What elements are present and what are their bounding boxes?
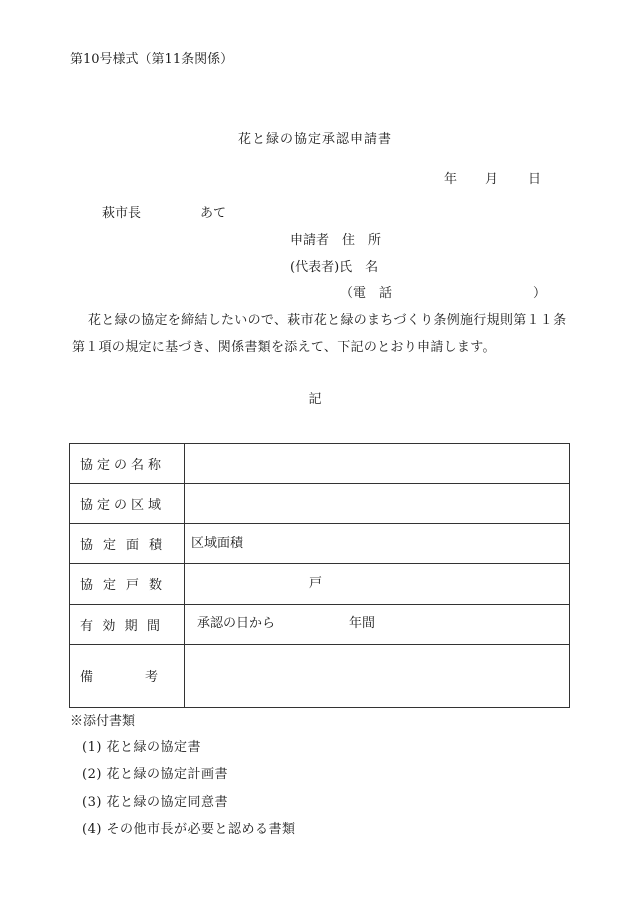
attachment-item: (2) 花と緑の協定計画書 — [82, 767, 229, 782]
validity-period-from: 承認の日から — [197, 616, 276, 632]
table-row-remarks — [70, 644, 570, 707]
households-label-char: 数 — [148, 578, 162, 594]
households-value[interactable] — [185, 564, 570, 604]
households-unit: 戸 — [309, 575, 323, 591]
agreement-area-label: 協定の区域 — [70, 484, 185, 524]
validity-period-label — [70, 604, 185, 644]
remarks-value[interactable] — [185, 644, 570, 707]
agreement-name-label: 協定の名称 — [70, 444, 185, 484]
date-day-label: 日 — [528, 172, 542, 187]
table-row-agreement-size — [70, 524, 570, 564]
attachment-item: (4) その他市長が必要と認める書類 — [82, 822, 296, 837]
applicant-phone-label: （電 話 — [340, 286, 393, 301]
applicant-phone-close: ） — [533, 286, 547, 301]
remarks-label — [70, 644, 185, 707]
form-number: 第10号様式（第11条関係） — [70, 52, 234, 67]
addressee-suffix: あて — [200, 206, 227, 221]
date-year-label: 年 — [444, 172, 458, 187]
agreement-size-label-char: 定 — [102, 538, 116, 554]
table-row-agreement-name — [70, 444, 570, 484]
table-row-agreement-area — [70, 484, 570, 524]
document-title: 花と緑の協定承認申請書 — [237, 132, 392, 147]
applicant-name-label: (代表者)氏 名 — [290, 260, 379, 275]
households-label — [70, 564, 185, 604]
agreement-size-label-char: 協 — [80, 538, 94, 554]
households-label-char: 戸 — [125, 578, 139, 594]
validity-period-label-char: 有 — [80, 618, 94, 634]
remarks-label-char: 考 — [144, 670, 158, 686]
table-row-households — [70, 564, 570, 604]
attachment-item: (1) 花と緑の協定書 — [82, 740, 202, 755]
validity-period-value[interactable] — [185, 604, 570, 644]
ki-heading: 記 — [308, 392, 322, 407]
agreement-size-label-char: 積 — [148, 538, 162, 554]
agreement-size-label-char: 面 — [125, 538, 139, 554]
attachments-heading: ※添付書類 — [70, 714, 136, 729]
validity-period-unit: 年間 — [349, 616, 376, 632]
agreement-area-value[interactable] — [185, 484, 570, 524]
applicant-address-label: 申請者 住 所 — [290, 233, 382, 248]
validity-period-label-char: 効 — [102, 618, 116, 634]
table-row-validity-period — [70, 604, 570, 644]
agreement-details-table — [69, 443, 570, 708]
zone-area-label: 区域面積 — [191, 535, 244, 551]
application-statement-line-2: 第１項の規定に基づき、関係書類を添えて、下記のとおり申請します。 — [72, 340, 496, 355]
households-label-char: 協 — [80, 578, 94, 594]
application-statement-line-1: 花と緑の協定を締結したいので、萩市花と緑のまちづくり条例施行規則第１１条 — [88, 313, 567, 328]
addressee-city: 萩市長 — [102, 206, 142, 221]
agreement-size-value[interactable] — [185, 524, 570, 564]
attachment-item: (3) 花と緑の協定同意書 — [82, 795, 229, 810]
remarks-label-char: 備 — [80, 670, 94, 686]
households-label-char: 定 — [102, 578, 116, 594]
date-month-label: 月 — [485, 172, 499, 187]
validity-period-label-char: 間 — [146, 618, 160, 634]
agreement-size-label — [70, 524, 185, 564]
validity-period-label-char: 期 — [124, 618, 138, 634]
agreement-name-value[interactable] — [185, 444, 570, 484]
